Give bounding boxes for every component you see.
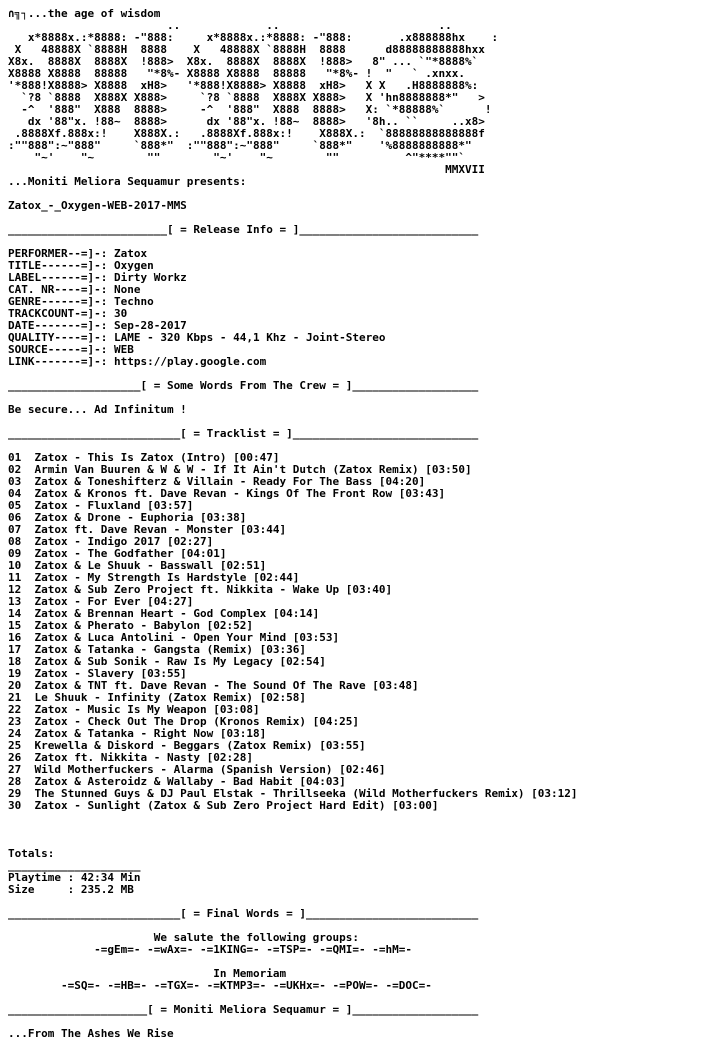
nfo-line: LINK-------=]-: https://play.google.com <box>8 355 267 368</box>
nfo-line: CAT. NR----=]-: None <box>8 283 141 296</box>
nfo-line: 06 Zatox & Drone - Euphoria [03:38] <box>8 511 247 524</box>
nfo-line: 15 Zatox & Pherato - Babylon [02:52] <box>8 619 254 632</box>
nfo-line: 07 Zatox ft. Dave Revan - Monster [03:44] <box>8 523 287 536</box>
nfo-line: 30 Zatox - Sunlight (Zatox & Sub Zero Project Hard Edit) [03:00] <box>8 799 439 812</box>
nfo-line: Totals: <box>8 847 55 860</box>
nfo-line: TRACKCOUNT-=]-: 30 <box>8 307 128 320</box>
nfo-line: 20 Zatox & TNT ft. Dave Revan - The Sound Of The Rave [03:48] <box>8 679 419 692</box>
nfo-line: Zatox_-_Oxygen-WEB-2017-MMS <box>8 199 187 212</box>
nfo-line: 26 Zatox ft. Nikkita - Nasty [02:28] <box>8 751 254 764</box>
nfo-line: 28 Zatox & Asteroidz & Wallaby - Bad Habit [04:03] <box>8 775 346 788</box>
nfo-line: 11 Zatox - My Strength Is Hardstyle [02:44] <box>8 571 300 584</box>
nfo-line: TITLE------=]-: Oxygen <box>8 259 154 272</box>
nfo-line: GENRE------=]-: Techno <box>8 295 154 308</box>
nfo-line: 05 Zatox - Fluxland [03:57] <box>8 499 194 512</box>
nfo-line: _____________________[ = Moniti Meliora Sequamur = ]___________________ <box>8 1003 479 1016</box>
ascii-art-line: x*8888x.:*8888: -"888: x*8888x.:*8888: -"888: .x888888hx : <box>8 31 499 44</box>
nfo-line: ...From The Ashes We Rise <box>8 1027 174 1040</box>
nfo-line: 24 Zatox & Tatanka - Right Now [03:18] <box>8 727 267 740</box>
nfo-line: __________________________[ = Tracklist = ]____________________________ <box>8 427 479 440</box>
nfo-line: LABEL------=]-: Dirty Workz <box>8 271 187 284</box>
nfo-line: 04 Zatox & Kronos ft. Dave Revan - Kings Of The Front Row [03:43] <box>8 487 446 500</box>
nfo-line <box>8 812 704 824</box>
nfo-line: 09 Zatox - The Godfather [04:01] <box>8 547 227 560</box>
nfo-line: 23 Zatox - Check Out The Drop (Kronos Remix) [04:25] <box>8 715 359 728</box>
nfo-line <box>8 824 704 836</box>
nfo-line: 02 Armin Van Buuren & W & W - If It Ain't Dutch (Zatox Remix) [03:50] <box>8 463 472 476</box>
nfo-line: ________________________[ = Release Info = ]___________________________ <box>8 223 479 236</box>
nfo-line: -=gEm=- -=wAx=- -=1KING=- -=TSP=- -=QMI=- -=hM=- <box>8 943 412 956</box>
ascii-art-line: X 48888X `8888H 8888 X 48888X `8888H 8888 d88888888888hxx <box>8 43 485 56</box>
nfo-line: ____________________ <box>8 859 141 872</box>
nfo-line: 18 Zatox & Sub Sonik - Raw Is My Legacy [02:54] <box>8 655 326 668</box>
ascii-art-line: .8888Xf.888x:! X888X.: .8888Xf.888x:! X888X.: `88888888888888f <box>8 127 485 140</box>
ascii-art-line: MMXVII <box>8 163 485 176</box>
nfo-line: 19 Zatox - Slavery [03:55] <box>8 667 187 680</box>
nfo-line: 10 Zatox & Le Shuuk - Basswall [02:51] <box>8 559 267 572</box>
nfo-line: 17 Zatox & Tatanka - Gangsta (Remix) [03:36] <box>8 643 307 656</box>
nfo-line <box>8 836 704 848</box>
nfo-line: Be secure... Ad Infinitum ! <box>8 403 187 416</box>
nfo-line: 12 Zatox & Sub Zero Project ft. Nikkita - Wake Up [03:40] <box>8 583 393 596</box>
nfo-line: Playtime : 42:34 Min <box>8 871 141 884</box>
nfo-line: PERFORMER--=]-: Zatox <box>8 247 148 260</box>
nfo-line: -=SQ=- -=HB=- -=TGX=- -=KTMP3=- -=UKHx=- -=POW=- -=DOC=- <box>8 979 432 992</box>
nfo-line: ____________________[ = Some Words From The Crew = ]___________________ <box>8 379 479 392</box>
nfo-line: 29 The Stunned Guys & DJ Paul Elstak - Thrillseeka (Wild Motherfuckers Remix) [03:12] <box>8 787 578 800</box>
nfo-line: 14 Zatox & Brennan Heart - God Complex [04:14] <box>8 607 320 620</box>
nfo-line: SOURCE-----=]-: WEB <box>8 343 134 356</box>
ascii-art-line: -^ '888" X888 8888> -^ '888" X888 8888> X: `*88888%` ! <box>8 103 492 116</box>
ascii-art-line: '*888!X8888> X8888 xH8> '*888!X8888> X8888 xH8> X X .H8888888%: <box>8 79 479 92</box>
nfo-line: 21 Le Shuuk - Infinity (Zatox Remix) [02:58] <box>8 691 307 704</box>
nfo-line: 03 Zatox & Toneshifterz & Villain - Ready For The Bass [04:20] <box>8 475 426 488</box>
ascii-art-line: dx '88"x. !88~ 8888> dx '88"x. !88~ 8888> '8h.. `` ..x8> <box>8 115 485 128</box>
ascii-art-line: ∩╗┐...the age of wisdom <box>8 7 161 20</box>
nfo-line: Size : 235.2 MB <box>8 883 134 896</box>
nfo-line: 01 Zatox - This Is Zatox (Intro) [00:47] <box>8 451 280 464</box>
ascii-art-line: X8x. 8888X 8888X !888> X8x. 8888X 8888X !888> 8" ... `"*8888%` <box>8 55 479 68</box>
nfo-line: In Memoriam <box>8 967 287 980</box>
ascii-art-line: .. .. .. <box>8 19 452 32</box>
ascii-art-line: "~' "~ "" "~' "~ "" ^"****""` <box>8 151 465 164</box>
nfo-line: 13 Zatox - For Ever [04:27] <box>8 595 194 608</box>
nfo-line: 27 Wild Motherfuckers - Alarma (Spanish Version) [02:46] <box>8 763 386 776</box>
nfo-line: __________________________[ = Final Words = ]__________________________ <box>8 907 479 920</box>
nfo-line: 22 Zatox - Music Is My Weapon [03:08] <box>8 703 260 716</box>
nfo-line: We salute the following groups: <box>8 931 359 944</box>
ascii-art-line: X8888 X8888 88888 "*8%- X8888 X8888 88888 "*8%- ! " ` .xnxx. <box>8 67 465 80</box>
ascii-art-line: :""888":~"888" `888*" :""888":~"888" `888*" '%8888888888*" <box>8 139 472 152</box>
nfo-line: ...Moniti Meliora Sequamur presents: <box>8 175 247 188</box>
nfo-line: 25 Krewella & Diskord - Beggars (Zatox Remix) [03:55] <box>8 739 366 752</box>
nfo-line: 08 Zatox - Indigo 2017 [02:27] <box>8 535 214 548</box>
ascii-art-line: `?8 `8888 X888X X888> `?8 `8888 X888X X888> X 'hn8888888*" > <box>8 91 485 104</box>
nfo-line: QUALITY----=]-: LAME - 320 Kbps - 44,1 Khz - Joint-Stereo <box>8 331 386 344</box>
nfo-line: DATE-------=]-: Sep-28-2017 <box>8 319 187 332</box>
nfo-line: 16 Zatox & Luca Antolini - Open Your Mind [03:53] <box>8 631 340 644</box>
